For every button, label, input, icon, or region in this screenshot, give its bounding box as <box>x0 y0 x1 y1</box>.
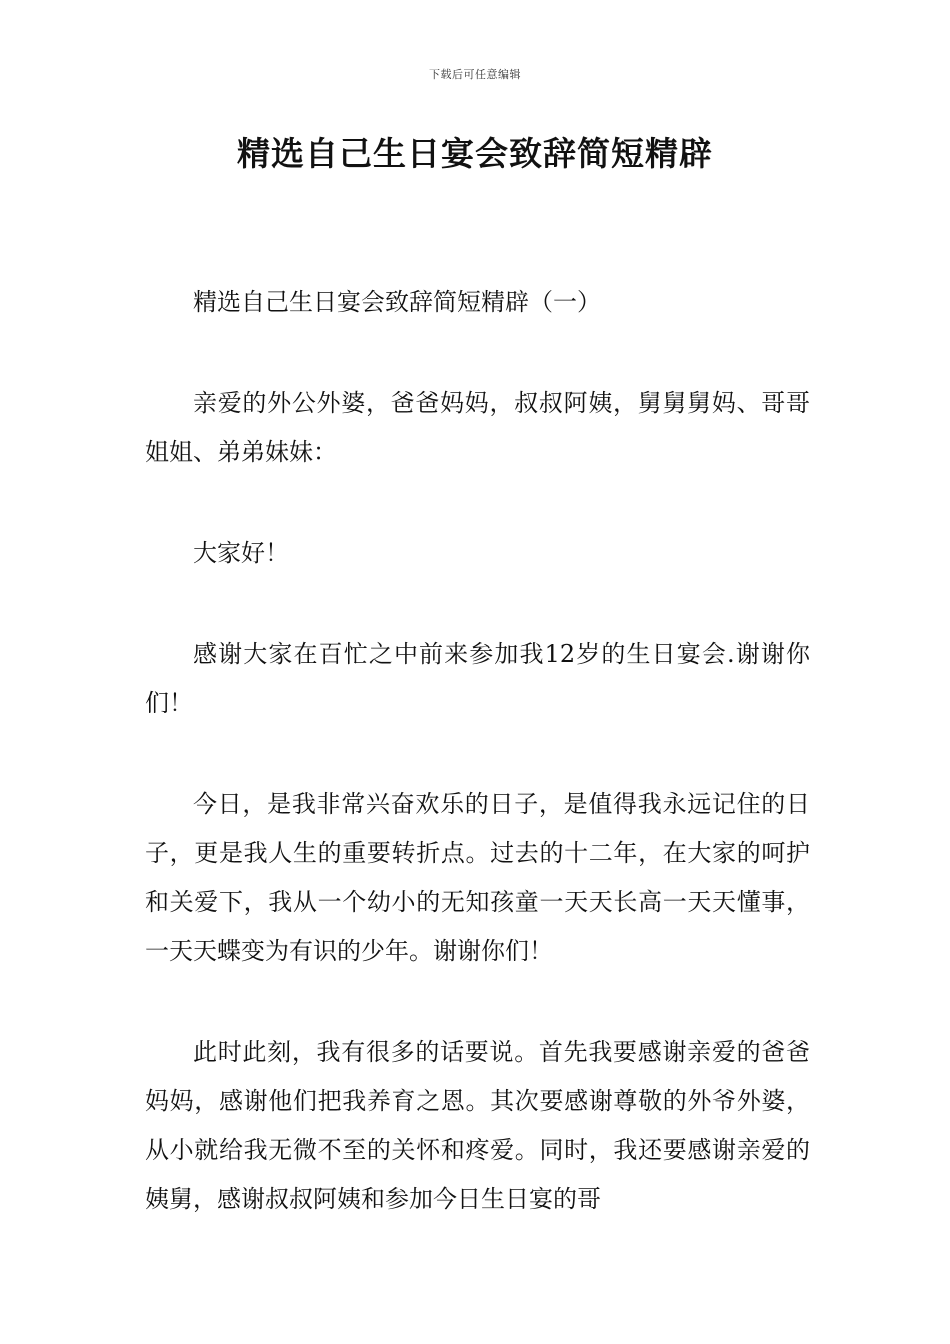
salutation-paragraph: 亲爱的外公外婆，爸爸妈妈，叔叔阿姨，舅舅舅妈、哥哥姐姐、弟弟妹妹： <box>145 389 810 466</box>
gratitude-paragraph: 此时此刻，我有很多的话要说。首先我要感谢亲爱的爸爸妈妈，感谢他们把我养育之恩。其次要感谢尊敬的外爷外婆，从小就给我无微不至的关怀和疼爱。同时，我还要感谢亲爱的姨舅，感谢叔叔阿姨和参加今日生日宴的哥 <box>145 1038 810 1213</box>
section-heading: 精选自己生日宴会致辞简短精辟（一） <box>193 288 601 316</box>
document-body <box>145 278 810 1224</box>
today-paragraph: 今日，是我非常兴奋欢乐的日子，是值得我永远记住的日子，更是我人生的重要转折点。过去的十二年，在大家的呵护和关爱下，我从一个幼小的无知孩童一天天长高一天天懂事，一天天蝶变为有识的少年。谢谢你们！ <box>145 790 810 965</box>
header-note: 下载后可任意编辑 <box>429 68 521 81</box>
document-title: 精选自己生日宴会致辞简短精辟 <box>237 134 713 173</box>
greeting-paragraph: 大家好！ <box>193 539 289 567</box>
thanks-paragraph: 感谢大家在百忙之中前来参加我12岁的生日宴会.谢谢你们！ <box>145 640 810 717</box>
